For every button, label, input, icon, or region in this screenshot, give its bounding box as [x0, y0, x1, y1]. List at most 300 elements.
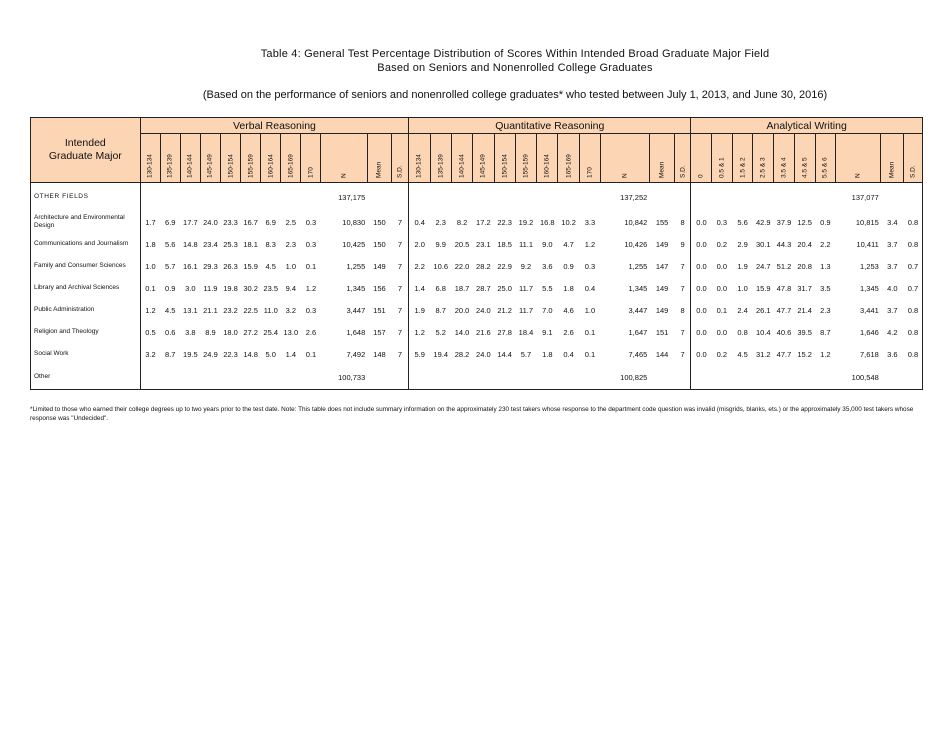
table-cell: 10.2	[561, 217, 576, 227]
aw-col-header	[732, 134, 753, 183]
table-cell: 8	[675, 299, 691, 321]
footnote: *Limited to those who earned their college degrees up to two years prior to the test date. Note: This table does not include summary information on the approximately 230 test takers whose response to the department code question was invalid (misgrids, blanks, ets.) or the approximately 35,000 test takers whose response was "Undecided".	[30, 406, 914, 422]
table-cell: 3.2	[145, 349, 156, 359]
quant-col-header	[537, 134, 558, 183]
table-cell	[774, 183, 795, 212]
table-cell: 8.7	[435, 305, 446, 315]
aw-col-header-label: 0.5 & 1	[718, 157, 726, 178]
table-cell	[774, 365, 795, 390]
quant-col-header	[409, 134, 430, 183]
table-cell: 18.4	[518, 327, 534, 337]
verbal-col-header-label: N	[340, 173, 348, 178]
table-cell: 22.0	[454, 261, 470, 271]
table-cell: 15.2	[797, 349, 812, 359]
table-cell: 25.3	[223, 239, 238, 249]
table-cell: 2.9	[737, 239, 748, 249]
table-cell: 5.2	[435, 327, 446, 337]
section-verbal-reasoning: Verbal Reasoning	[140, 118, 409, 134]
table-cell: 25.4	[263, 327, 279, 337]
table-cell: 7	[392, 299, 409, 321]
quant-col-header-label: 160-164	[543, 154, 551, 178]
table-cell: 15.9	[755, 283, 771, 293]
table-cell: 0.1	[584, 327, 596, 337]
table-cell: 9.1	[542, 327, 553, 337]
table-cell: 17.7	[183, 217, 198, 227]
table-cell	[494, 365, 515, 390]
table-cell: 1,255	[628, 261, 648, 271]
table-cell: 19.5	[183, 349, 198, 359]
quant-col-header-label: 145-149	[479, 154, 487, 178]
table-cell	[180, 183, 200, 212]
table-cell: 137,077	[836, 183, 881, 212]
table-cell: 7	[392, 343, 409, 365]
table-cell: 0.1	[305, 261, 317, 271]
table-cell: 0.0	[716, 261, 728, 271]
table-cell: 4.5	[265, 261, 276, 271]
table-cell	[392, 365, 409, 390]
verbal-col-header	[281, 134, 301, 183]
table-cell: 47.7	[776, 349, 792, 359]
table-cell: 14.8	[183, 239, 198, 249]
table-cell	[904, 365, 923, 390]
table-cell: 1.2	[584, 239, 596, 249]
table-cell: 0.3	[305, 217, 317, 227]
table-cell: 51.2	[776, 261, 792, 271]
table-cell	[794, 365, 815, 390]
table-cell: 2.5	[285, 217, 297, 227]
table-row	[31, 277, 923, 299]
verbal-col-header	[392, 134, 409, 183]
table-cell: 6.9	[265, 217, 276, 227]
section-quantitative-reasoning: Quantitative Reasoning	[409, 118, 691, 134]
table-cell: 0.2	[716, 349, 728, 359]
aw-col-header	[836, 134, 881, 183]
verbal-col-header	[321, 134, 367, 183]
quant-col-header	[649, 134, 675, 183]
table-cell: 40.6	[776, 327, 792, 337]
table-cell: 0.8	[904, 211, 923, 233]
table-row	[31, 255, 923, 277]
table-cell: 7	[675, 321, 691, 343]
aw-col-header-label: 5.5 & 6	[821, 157, 829, 178]
table-cell: 14.0	[454, 327, 470, 337]
table-subtitle: (Based on the performance of seniors and nonenrolled college graduates* who tested between July 1, 2013, and June 30, 2016)	[202, 89, 828, 101]
table-cell: 1.0	[584, 305, 596, 315]
table-cell: 1.9	[737, 261, 748, 271]
verbal-col-header	[221, 134, 241, 183]
table-cell	[732, 365, 753, 390]
table-cell: 7	[675, 277, 691, 299]
verbal-col-header-label: 155-159	[247, 154, 255, 178]
table-cell: 23.4	[203, 239, 218, 249]
table-cell: 137,252	[601, 183, 650, 212]
row-major-label: Library and Archival Sciences	[31, 277, 141, 299]
table-cell: 0.8	[904, 321, 923, 343]
table-cell	[473, 183, 494, 212]
table-cell: 24.0	[203, 217, 218, 227]
quant-col-header-label: 170	[586, 167, 594, 178]
table-cell	[649, 365, 675, 390]
table-cell: 7	[392, 211, 409, 233]
table-cell: 28.7	[476, 283, 491, 293]
table-cell: 26.3	[223, 261, 238, 271]
table-cell: 20.0	[454, 305, 470, 315]
table-cell: 0.3	[305, 305, 317, 315]
table-cell: 1.2	[305, 283, 317, 293]
verbal-col-header	[301, 134, 321, 183]
table-cell	[430, 365, 451, 390]
table-cell: 149	[373, 261, 386, 271]
table-cell	[691, 183, 712, 212]
table-cell	[241, 365, 261, 390]
table-cell	[753, 365, 774, 390]
quant-col-header	[601, 134, 650, 183]
table-cell: 47.8	[776, 283, 792, 293]
quant-col-header	[451, 134, 472, 183]
table-cell	[881, 183, 904, 212]
table-cell: 10,411	[856, 239, 879, 249]
table-cell: 7	[392, 321, 409, 343]
table-cell: 20.8	[797, 261, 812, 271]
aw-col-header	[753, 134, 774, 183]
table-cell	[180, 365, 200, 390]
table-cell: 9.9	[435, 239, 446, 249]
table-cell	[451, 183, 472, 212]
table-cell: 4.7	[563, 239, 574, 249]
table-cell: 137,175	[321, 183, 367, 212]
table-cell: 1,345	[346, 283, 366, 293]
table-cell: 100,548	[836, 365, 881, 390]
verbal-col-header-label: 170	[307, 167, 315, 178]
table-cell: 25.0	[497, 283, 512, 293]
table-cell: 1,647	[628, 327, 648, 337]
table-cell	[515, 365, 536, 390]
table-cell: 157	[373, 327, 386, 337]
table-cell: 148	[373, 349, 386, 359]
table-cell: 2.2	[414, 261, 425, 271]
table-cell: 0.4	[414, 217, 425, 227]
table-cell	[409, 183, 430, 212]
table-cell: 2.6	[563, 327, 574, 337]
table-cell: 3.7	[887, 261, 898, 271]
table-cell: 0.3	[305, 239, 317, 249]
table-cell: 23.3	[223, 217, 238, 227]
table-cell	[794, 183, 815, 212]
table-cell: 23.5	[263, 283, 279, 293]
table-cell: 5.7	[165, 261, 176, 271]
table-row	[31, 183, 923, 212]
table-cell: 10,426	[624, 239, 648, 249]
table-cell: 149	[655, 239, 669, 249]
row-major-label: Public Administration	[31, 299, 141, 321]
table-cell	[473, 365, 494, 390]
aw-col-header	[881, 134, 904, 183]
table-cell: 18.7	[454, 283, 470, 293]
table-cell: 1.3	[820, 261, 831, 271]
table-cell: 1.4	[414, 283, 425, 293]
table-cell	[281, 183, 301, 212]
table-cell: 3.4	[887, 217, 898, 227]
table-cell: 10,842	[624, 217, 648, 227]
verbal-col-header	[241, 134, 261, 183]
verbal-col-header-label: 140-144	[186, 154, 194, 178]
table-cell: 0.0	[696, 283, 707, 293]
title-line-2: Based on Seniors and Nonenrolled College Graduates	[377, 62, 653, 74]
table-cell	[241, 183, 261, 212]
table-cell: 23.2	[223, 305, 238, 315]
table-cell: 150	[373, 239, 386, 249]
table-cell	[281, 365, 301, 390]
aw-col-header-label: 4.5 & 5	[801, 157, 809, 178]
table-cell: 0.0	[696, 261, 707, 271]
table-cell: 144	[655, 349, 669, 359]
table-cell: 7	[392, 255, 409, 277]
table-cell: 22.3	[223, 349, 238, 359]
table-cell: 5.0	[265, 349, 276, 359]
table-cell: 11.7	[518, 283, 533, 293]
table-cell: 7,618	[860, 349, 879, 359]
table-cell	[301, 183, 321, 212]
table-cell: 1.0	[145, 261, 156, 271]
quant-col-header	[515, 134, 536, 183]
table-cell: 4.2	[887, 327, 898, 337]
table-cell: 19.8	[223, 283, 238, 293]
aw-col-header-label: 2.5 & 3	[759, 157, 767, 178]
table-cell: 100,733	[321, 365, 367, 390]
table-cell: 150	[373, 217, 386, 227]
row-major-label: Communications and Journalism	[31, 233, 141, 255]
aw-col-header-label: 3.5 & 4	[780, 157, 788, 178]
table-cell	[558, 365, 579, 390]
table-cell: 0.7	[904, 277, 923, 299]
table-cell: 0.2	[716, 239, 728, 249]
table-cell: 0.9	[820, 217, 831, 227]
quant-col-header-label: 135-139	[437, 154, 445, 178]
table-cell: 9.4	[285, 283, 297, 293]
table-cell	[712, 365, 733, 390]
table-cell: 3.6	[887, 349, 898, 359]
table-cell: 0.0	[696, 217, 707, 227]
row-major-label: Family and Consumer Sciences	[31, 255, 141, 277]
table-cell: 1.2	[414, 327, 425, 337]
table-cell: 5.5	[542, 283, 553, 293]
table-cell: 21.2	[497, 305, 512, 315]
table-cell: 0.1	[716, 305, 728, 315]
table-cell: 1.8	[542, 349, 553, 359]
table-cell	[675, 365, 691, 390]
aw-col-header-label: N	[854, 173, 862, 178]
table-cell: 0.3	[716, 217, 728, 227]
table-cell: 0.0	[696, 327, 707, 337]
quant-col-header	[473, 134, 494, 183]
quant-col-header-label: 155-159	[522, 154, 530, 178]
table-cell: 3,447	[628, 305, 648, 315]
table-cell: 5.9	[414, 349, 425, 359]
table-cell: 3.7	[887, 239, 898, 249]
table-cell: 11.1	[518, 239, 533, 249]
aw-col-header-label: S.D.	[909, 165, 917, 178]
table-cell: 16.7	[243, 217, 258, 227]
table-row	[31, 211, 923, 233]
table-cell: 18.5	[497, 239, 512, 249]
table-cell: 3.0	[185, 283, 196, 293]
table-cell: 21.6	[476, 327, 491, 337]
table-cell: 22.3	[497, 217, 512, 227]
table-cell	[515, 183, 536, 212]
table-cell: 0.1	[145, 283, 156, 293]
table-cell: 9.2	[520, 261, 532, 271]
table-cell	[579, 183, 600, 212]
table-cell: 2.4	[737, 305, 748, 315]
table-cell: 0.0	[716, 283, 728, 293]
aw-col-header	[904, 134, 923, 183]
row-major-label: OTHER FIELDS	[31, 183, 141, 212]
verbal-col-header-label: Mean	[375, 161, 383, 178]
aw-col-header-label: Mean	[888, 161, 896, 178]
table-cell: 2.2	[820, 239, 831, 249]
table-cell: 4.0	[887, 283, 898, 293]
table-cell	[537, 365, 558, 390]
table-cell: 1.9	[414, 305, 425, 315]
row-major-label: Architecture and Environmental Design	[31, 211, 141, 233]
table-cell: 21.1	[203, 305, 218, 315]
verbal-col-header-label: 145-149	[206, 154, 214, 178]
table-cell: 151	[655, 327, 669, 337]
table-cell: 14.4	[497, 349, 512, 359]
table-cell	[367, 183, 391, 212]
table-cell: 4.5	[737, 349, 748, 359]
table-cell: 7	[675, 255, 691, 277]
table-cell: 1.8	[563, 283, 574, 293]
table-cell	[881, 365, 904, 390]
section-analytical-writing: Analytical Writing	[691, 118, 923, 134]
table-cell: 1.0	[737, 283, 748, 293]
table-cell: 10.6	[433, 261, 449, 271]
table-cell: 22.5	[243, 305, 258, 315]
table-row	[31, 299, 923, 321]
table-cell: 4.5	[165, 305, 176, 315]
table-cell: 0.8	[904, 343, 923, 365]
table-cell: 2.3	[820, 305, 831, 315]
table-cell	[558, 183, 579, 212]
table-cell	[815, 183, 836, 212]
table-cell: 6.8	[435, 283, 446, 293]
table-cell: 147	[655, 261, 669, 271]
table-cell: 3.7	[887, 305, 898, 315]
table-cell: 0.8	[904, 233, 923, 255]
verbal-col-header-label: S.D.	[396, 165, 404, 178]
verbal-col-header-label: 150-154	[227, 154, 235, 178]
table-cell: 1.2	[820, 349, 831, 359]
table-cell: 1.8	[145, 239, 156, 249]
table-cell: 0.7	[904, 255, 923, 277]
table-cell: 10,830	[342, 217, 366, 227]
table-cell: 0.9	[563, 261, 574, 271]
table-cell: 3.2	[285, 305, 297, 315]
table-cell: 0.4	[584, 283, 596, 293]
table-cell	[753, 183, 774, 212]
table-cell	[221, 183, 241, 212]
table-cell: 0.8	[737, 327, 748, 337]
aw-col-header	[712, 134, 733, 183]
table-cell: 3,447	[346, 305, 366, 315]
table-cell: 39.5	[797, 327, 812, 337]
table-cell: 30.1	[755, 239, 771, 249]
table-cell: 9.0	[542, 239, 553, 249]
table-cell: 1,648	[346, 327, 366, 337]
table-title	[0, 47, 950, 75]
table-cell	[732, 183, 753, 212]
table-cell: 31.2	[755, 349, 771, 359]
table-cell: 8.7	[820, 327, 831, 337]
table-cell: 10.4	[755, 327, 771, 337]
table-cell	[140, 365, 160, 390]
table-cell: 16.8	[539, 217, 555, 227]
table-cell: 24.9	[203, 349, 218, 359]
table-cell: 1.2	[145, 305, 156, 315]
table-cell: 2.6	[305, 327, 317, 337]
table-cell	[409, 365, 430, 390]
table-cell: 13.0	[283, 327, 299, 337]
aw-col-header	[774, 134, 795, 183]
table-cell	[649, 183, 675, 212]
table-cell: 151	[373, 305, 386, 315]
table-cell: 5.6	[165, 239, 176, 249]
table-cell: 7	[392, 233, 409, 255]
table-cell: 1.4	[285, 349, 297, 359]
table-cell	[367, 365, 391, 390]
table-cell: 7,492	[346, 349, 366, 359]
table-cell: 15.9	[243, 261, 258, 271]
table-cell	[221, 365, 241, 390]
quant-col-header	[494, 134, 515, 183]
table-cell: 8	[675, 211, 691, 233]
table-cell: 24.7	[755, 261, 771, 271]
table-cell	[537, 183, 558, 212]
table-cell: 1,255	[346, 261, 366, 271]
table-cell: 24.0	[476, 305, 491, 315]
table-cell: 4.6	[563, 305, 574, 315]
table-cell	[675, 183, 691, 212]
table-cell: 100,825	[601, 365, 650, 390]
table-cell: 3.6	[542, 261, 553, 271]
table-cell	[815, 365, 836, 390]
table-cell: 0.1	[305, 349, 317, 359]
table-cell: 8.7	[165, 349, 176, 359]
table-cell: 23.1	[476, 239, 491, 249]
quant-col-header-label: S.D.	[679, 165, 687, 178]
table-cell: 24.0	[476, 349, 491, 359]
verbal-col-header	[200, 134, 220, 183]
table-cell: 0.1	[584, 349, 596, 359]
table-cell: 1.7	[145, 217, 156, 227]
table-cell: 0.6	[165, 327, 176, 337]
table-cell: 0.0	[696, 305, 707, 315]
table-cell: 10,425	[342, 239, 366, 249]
table-cell: 0.3	[584, 261, 596, 271]
table-cell	[200, 183, 220, 212]
table-cell: 16.1	[183, 261, 198, 271]
table-cell: 1,253	[860, 261, 879, 271]
table-row	[31, 365, 923, 390]
table-cell: 19.2	[518, 217, 534, 227]
quant-col-header	[558, 134, 579, 183]
table-cell: 28.2	[476, 261, 491, 271]
verbal-col-header	[261, 134, 281, 183]
row-major-label: Other	[31, 365, 141, 390]
table-cell: 18.1	[243, 239, 258, 249]
table-cell	[579, 365, 600, 390]
